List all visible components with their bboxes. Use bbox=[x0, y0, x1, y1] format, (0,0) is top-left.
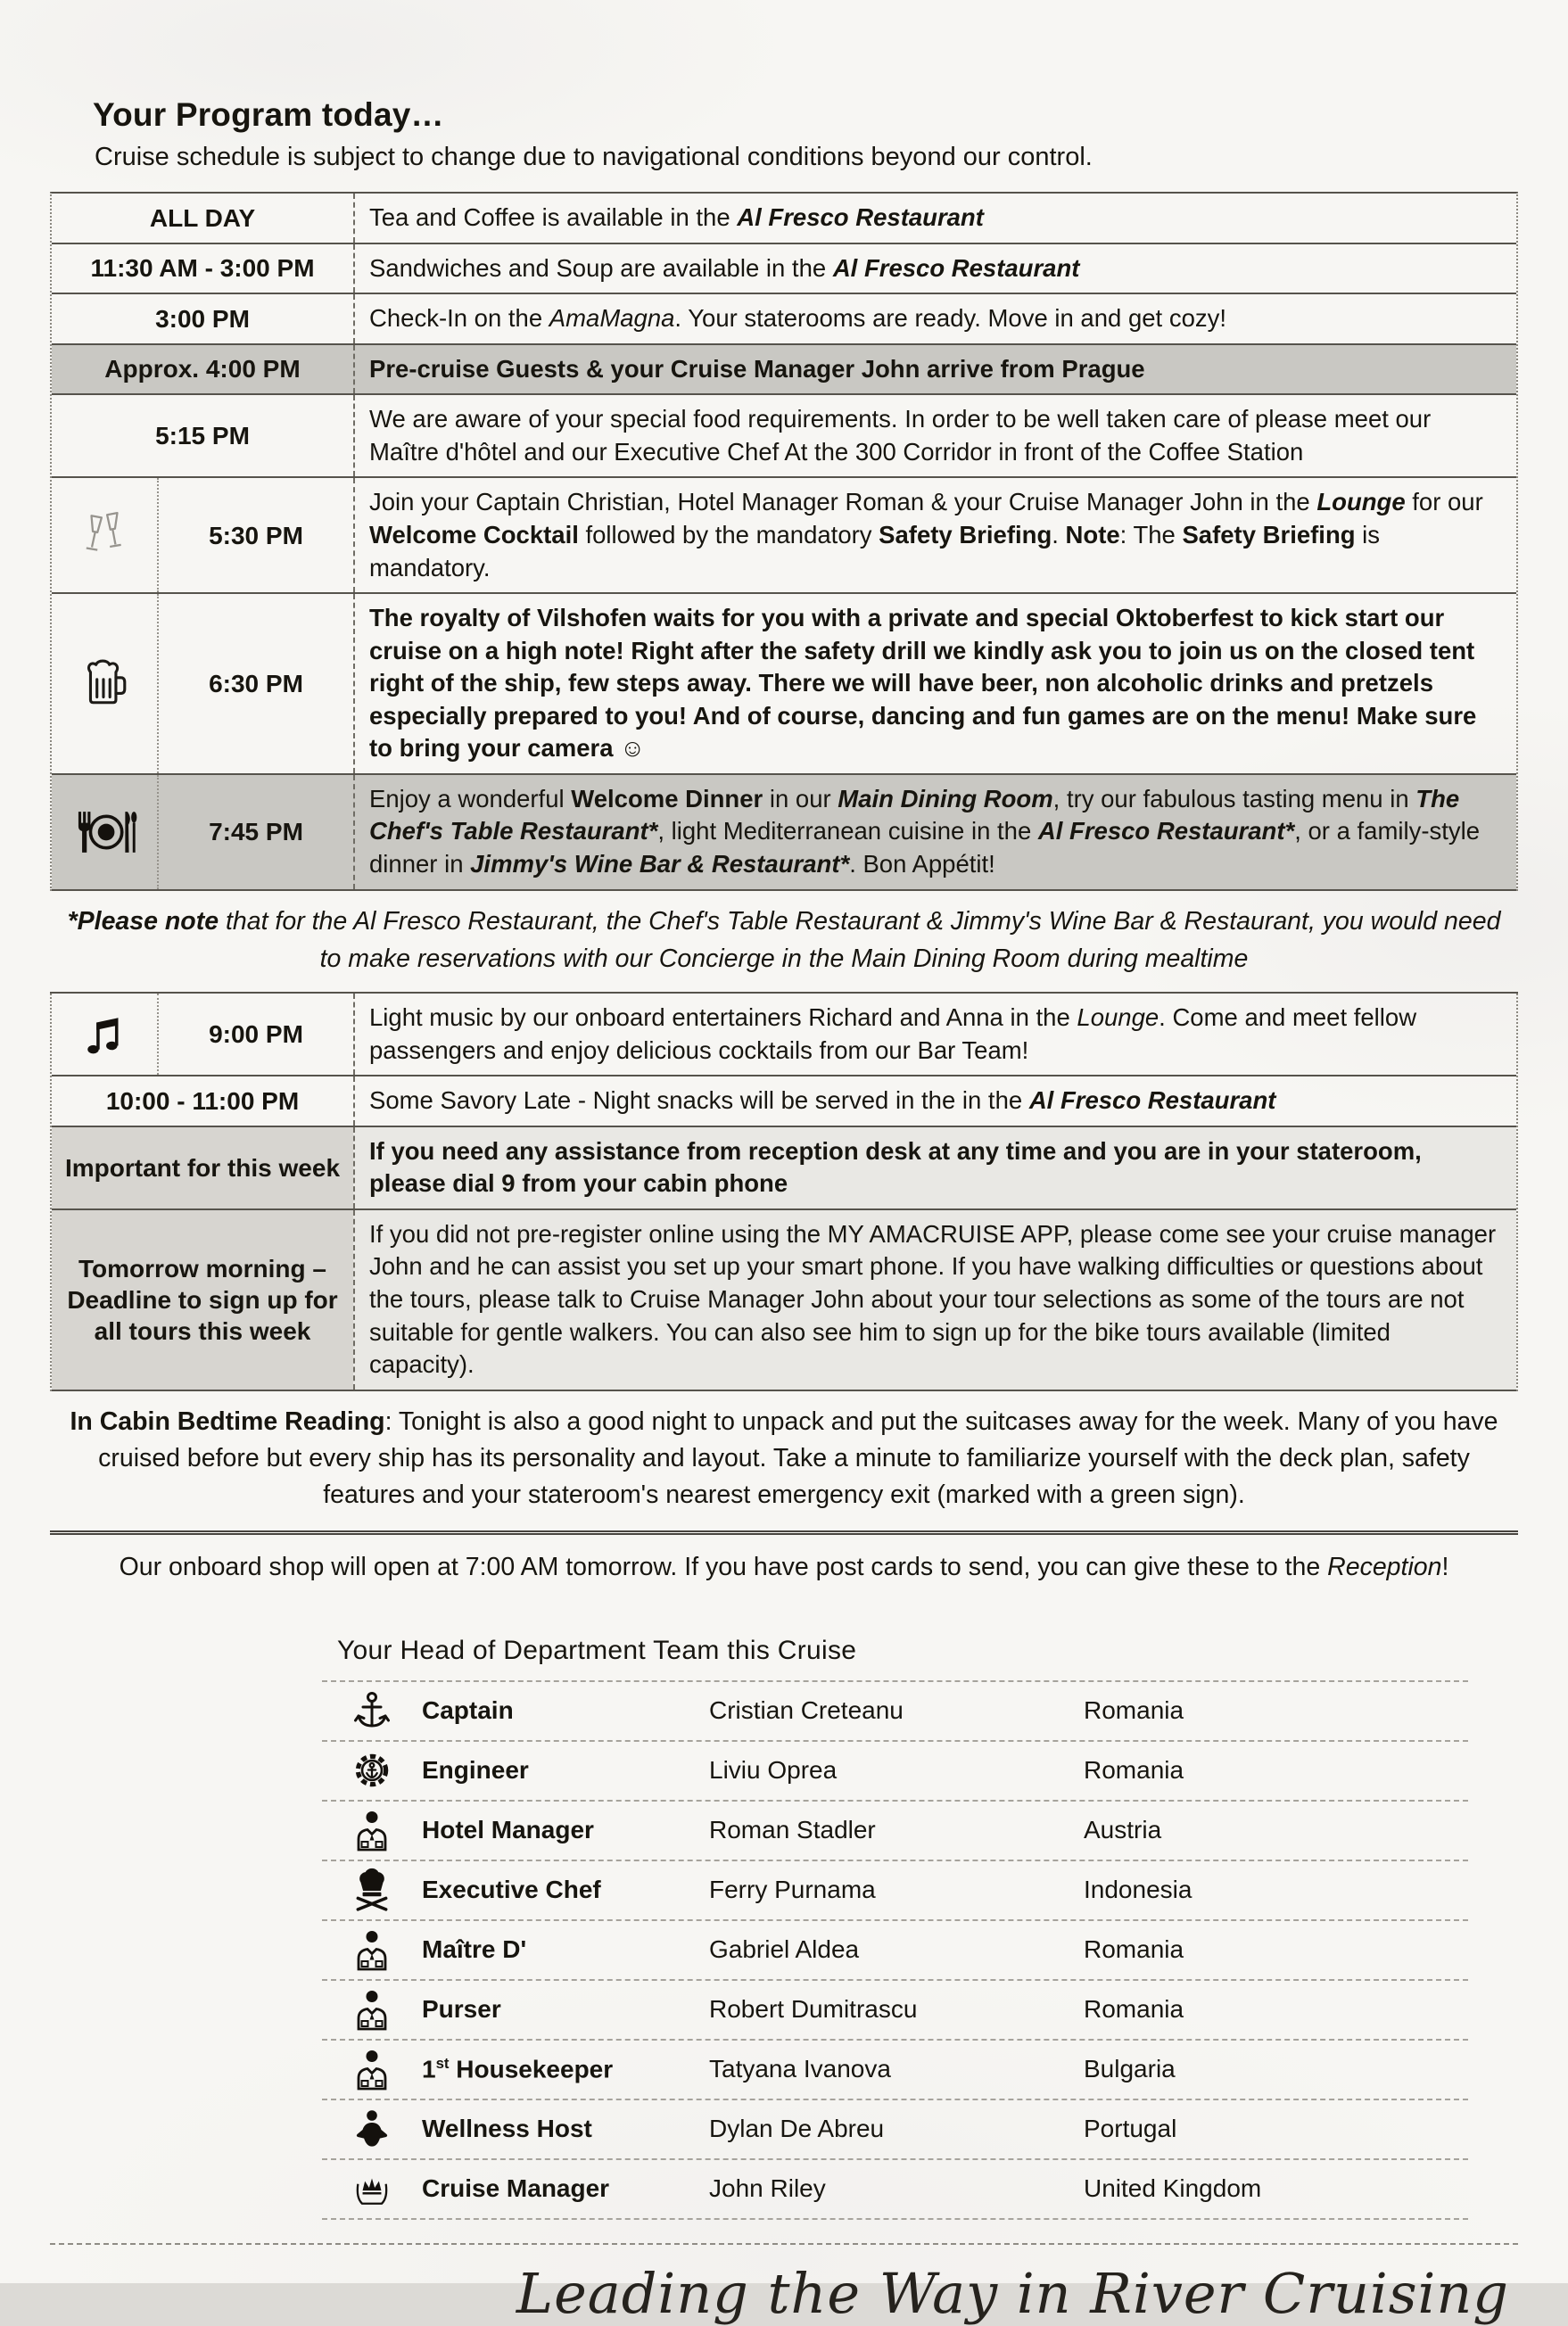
schedule-time: 11:30 AM - 3:00 PM bbox=[90, 254, 315, 283]
schedule-row-745pm bbox=[52, 775, 1516, 891]
dinner-plate-icon bbox=[52, 775, 159, 889]
brand-tagline: Leading the Way in River Cruising bbox=[516, 2260, 1509, 2326]
schedule-description: The royalty of Vilshofen waits for you with a private and special Oktoberfest to kick start our cruise on a high note! Right after the safety drill we kindly ask you to join us on the closed tent right of the ship, few steps away. There we will have beer, non alcoholic drinks and pretzels especially prepared to you! And of course, dancing and fun games are on the menu! Make sure to bring your camera ☺ bbox=[353, 594, 1516, 773]
team-name: John Riley bbox=[709, 2174, 826, 2203]
team-row-executive-chef bbox=[322, 1861, 1468, 1921]
team-role: Executive Chef bbox=[422, 1876, 601, 1904]
team-name: Tatyana Ivanova bbox=[709, 2055, 891, 2083]
team-country: Bulgaria bbox=[1084, 2055, 1176, 2083]
schedule-description: Some Savory Late - Night snacks will be served in the in the Al Fresco Restaurant bbox=[353, 1076, 1516, 1126]
team-name: Roman Stadler bbox=[709, 1816, 876, 1844]
team-row-maitre-d bbox=[322, 1921, 1468, 1981]
team-role: Wellness Host bbox=[422, 2115, 592, 2143]
schedule-row-630pm bbox=[52, 594, 1516, 775]
schedule-row-1130am bbox=[52, 244, 1516, 295]
team-country: Indonesia bbox=[1084, 1876, 1193, 1904]
team-section bbox=[50, 1636, 1518, 2220]
schedule-description: If you did not pre-register online using the MY AMACRUISE APP, please come see your cruise manager John and he can assist you set up your smart phone. If you have walking difficulties or questions about the tours, please talk to Cruise Manager John about your tour selections as some of the tours are not suitable for gentle walkers. You can also see him to sign up for the bike tours available (limited capacity). bbox=[353, 1210, 1516, 1390]
team-name: Liviu Oprea bbox=[709, 1756, 838, 1785]
schedule-description: If you need any assistance from reception desk at any time and you are in your stateroom, please dial 9 from your cabin phone bbox=[353, 1127, 1516, 1208]
page-title: Your Program today… bbox=[93, 96, 444, 133]
team-row-cruise-manager bbox=[322, 2160, 1468, 2220]
person-icon bbox=[322, 1928, 422, 1971]
schedule-row-300pm bbox=[52, 294, 1516, 345]
team-table bbox=[322, 1680, 1468, 2220]
schedule-row-tomorrow-deadline bbox=[52, 1210, 1516, 1391]
schedule-row-important bbox=[52, 1127, 1516, 1210]
gear-icon bbox=[322, 1749, 422, 1792]
schedule-time: Approx. 4:00 PM bbox=[104, 355, 301, 384]
team-name: Cristian Creteanu bbox=[709, 1696, 904, 1725]
schedule-section-evening bbox=[50, 994, 1518, 1391]
team-country: United Kingdom bbox=[1084, 2174, 1262, 2203]
person-icon bbox=[322, 1988, 422, 2031]
team-country: Austria bbox=[1084, 1816, 1162, 1844]
team-country: Romania bbox=[1084, 1756, 1184, 1785]
schedule-description: Check-In on the AmaMagna. Your staterooms are ready. Move in and get cozy! bbox=[353, 294, 1516, 343]
person-icon bbox=[322, 2048, 422, 2091]
team-role: Engineer bbox=[422, 1756, 529, 1785]
team-row-captain bbox=[322, 1682, 1468, 1742]
schedule-description: Enjoy a wonderful Welcome Dinner in our Main Dining Room, try our fabulous tasting menu in The Chef's Table Restaurant*, light Mediterranean cuisine in the Al Fresco Restaurant*, or a family-style dinner in Jimmy's Wine Bar & Restaurant*. Bon Appétit! bbox=[353, 775, 1516, 889]
team-name: Ferry Purnama bbox=[709, 1876, 876, 1904]
bedtime-reading-note: In Cabin Bedtime Reading: Tonight is also a good night to unpack and put the suitcases away for the week. Many of you have cruised before but every ship has its personality and layout. Take a minute to familiarize yourself with the deck plan, safety features and your stateroom's nearest emergency exit (marked with a green sign). bbox=[50, 1391, 1518, 1535]
onboard-shop-note: Our onboard shop will open at 7:00 AM tomorrow. If you have post cards to send, you can give these to the Reception! bbox=[119, 1552, 1449, 1581]
page-subtitle: Cruise schedule is subject to change due to navigational conditions beyond our control. bbox=[95, 143, 1093, 171]
schedule-description: Pre-cruise Guests & your Cruise Manager John arrive from Prague bbox=[353, 345, 1516, 394]
champagne-glasses-icon bbox=[52, 478, 159, 592]
schedule-time: 6:30 PM bbox=[209, 669, 303, 697]
schedule-time: ALL DAY bbox=[149, 203, 256, 232]
schedule-description: Join your Captain Christian, Hotel Manager Roman & your Cruise Manager John in the Lounge for our Welcome Cocktail followed by the mandatory Safety Briefing. Note: The Safety Briefing is mandatory. bbox=[353, 478, 1516, 592]
schedule-row-515pm bbox=[52, 395, 1516, 478]
team-name: Dylan De Abreu bbox=[709, 2115, 885, 2143]
schedule-description: We are aware of your special food requirements. In order to be well taken care of please meet our Maître d'hôtel and our Executive Chef At the 300 Corridor in front of the Coffee Station bbox=[353, 395, 1516, 476]
schedule-time: 5:15 PM bbox=[155, 422, 250, 450]
reservations-note: *Please note that for the Al Fresco Restaurant, the Chef's Table Restaurant & Jimmy's Wine Bar & Restaurant, you would need to make reservations with our Concierge in the Main Dining Room during mealtime bbox=[50, 891, 1518, 994]
schedule-section-afternoon bbox=[50, 192, 1518, 891]
schedule-time: 7:45 PM bbox=[209, 818, 303, 846]
team-name: Robert Dumitrascu bbox=[709, 1995, 918, 2024]
team-role: Cruise Manager bbox=[422, 2174, 610, 2203]
team-row-hotel-manager bbox=[322, 1802, 1468, 1861]
team-country: Romania bbox=[1084, 1696, 1184, 1725]
schedule-table bbox=[50, 192, 1518, 1391]
team-name: Gabriel Aldea bbox=[709, 1935, 860, 1964]
schedule-row-530pm bbox=[52, 478, 1516, 594]
schedule-time: 3:00 PM bbox=[155, 304, 250, 333]
schedule-description: Tea and Coffee is available in the Al Fresco Restaurant bbox=[353, 194, 1516, 243]
team-row-wellness-host bbox=[322, 2100, 1468, 2160]
schedule-time: 5:30 PM bbox=[209, 521, 303, 549]
schedule-time: 9:00 PM bbox=[209, 1020, 303, 1049]
wellness-icon bbox=[322, 2108, 422, 2149]
schedule-label: Tomorrow morning – Deadline to sign up for all tours this week bbox=[52, 1210, 353, 1390]
team-role: Purser bbox=[422, 1995, 501, 2024]
person-icon bbox=[322, 1809, 422, 1852]
team-row-housekeeper bbox=[322, 2041, 1468, 2100]
chef-hat-icon bbox=[322, 1868, 422, 1911]
schedule-row-all-day bbox=[52, 194, 1516, 244]
team-role: Hotel Manager bbox=[422, 1816, 594, 1844]
schedule-label: Important for this week bbox=[52, 1127, 353, 1208]
music-notes-icon bbox=[52, 994, 159, 1075]
anchor-icon bbox=[322, 1689, 422, 1732]
team-role: 1st Housekeeper bbox=[422, 2054, 614, 2083]
schedule-description: Sandwiches and Soup are available in the Al Fresco Restaurant bbox=[353, 244, 1516, 293]
team-country: Romania bbox=[1084, 1995, 1184, 2024]
team-heading: Your Head of Department Team this Cruise bbox=[337, 1635, 857, 1665]
team-row-purser bbox=[322, 1981, 1468, 2041]
schedule-row-400pm bbox=[52, 345, 1516, 396]
team-role: Captain bbox=[422, 1696, 514, 1725]
team-row-engineer bbox=[322, 1742, 1468, 1802]
schedule-description: Light music by our onboard entertainers Richard and Anna in the Lounge. Come and meet fellow passengers and enjoy delicious cocktails from our Bar Team! bbox=[353, 994, 1516, 1075]
team-role: Maître D' bbox=[422, 1935, 527, 1964]
team-country: Portugal bbox=[1084, 2115, 1177, 2143]
schedule-row-1000pm bbox=[52, 1076, 1516, 1127]
schedule-time: 10:00 - 11:00 PM bbox=[105, 1086, 300, 1115]
team-country: Romania bbox=[1084, 1935, 1184, 1964]
beer-mug-icon bbox=[52, 594, 159, 773]
schedule-row-900pm bbox=[52, 994, 1516, 1076]
crown-icon bbox=[322, 2170, 422, 2207]
